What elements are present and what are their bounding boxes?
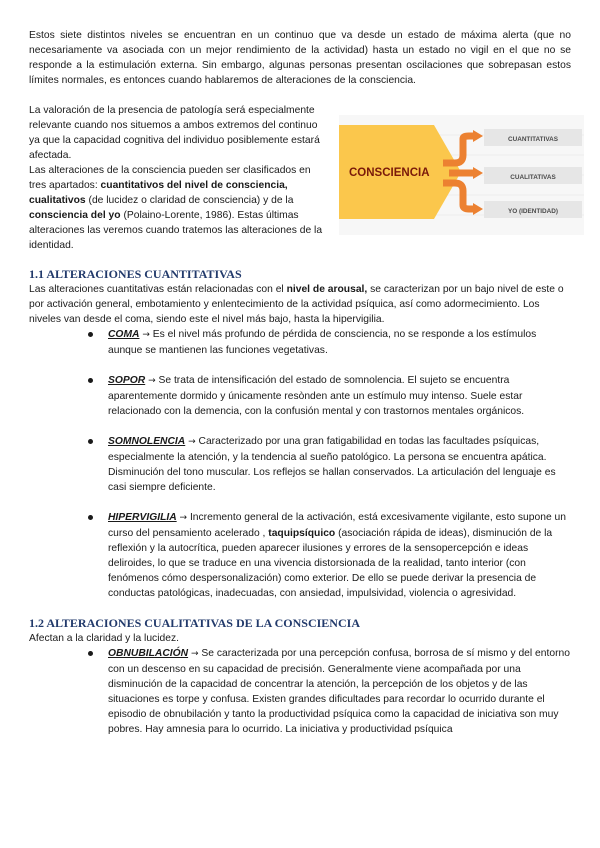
section-intro-cuantitativas: Las alteraciones cuantitativas están relacionadas con el nivel de arousal, se caracterizan por un bajo nivel de este o por activación general, embotamiento y enlentecimiento de la actividad psíquica, así como adormecimiento. Los niveles van desde el coma, siendo este el nivel más bajo, hasta la hipervigilia. [29,284,564,325]
classification-text [29,103,325,253]
consciencia-diagram [339,115,584,235]
right-arrow-icon: → [142,330,150,340]
list-item-obnubilacion: OBNUBILACIÓN → Se caracterizada por una percepción confusa, borrosa de sí mismo y del entorno con un descenso en su capacidad de precisión. Generalmente viene acompañada por una disminución de la capacidad de concentrar la atención, la percepción de los objetos y de las situaciones es torpe y confusa. Existen grandes dificultades para recordar lo ocurrido durante el episodio de obnubilación y tanto la productividad psíquica como la capacidad de iniciativa son muy pobres. Hay amnesia para lo ocurrido. La iniciativa y productividad psíquica [29,646,571,737]
label-identidad: YO (IDENTIDAD) [507,208,559,215]
consciencia-label: CONSCIENCIA [349,167,430,179]
valoracion-paragraph: La valoración de la presencia de patología será especialmente relevante cuando nos situemos a ambos extremos del continuo ya que la capacidad cognitiva del individuo posiblemente estará afectada. [29,105,320,161]
section-title-cualitativas: 1.2 ALTERACIONES CUALITATIVAS DE LA CONSCIENCIA [29,616,360,630]
right-arrow-icon: → [179,513,188,523]
bullet-icon [88,439,93,444]
term-obnubilacion: OBNUBILACIÓN [108,648,189,659]
term-hipervigilia: HIPERVIGILIA [108,512,177,523]
list-item-somnolencia: SOMNOLENCIA → Caracterizado por una gran fatigabilidad en todas las facultades psíquicas, especialmente la atención, y la tendencia al sueño patológico. La persona se encuentra apática. Disminución del tono muscular. Los reflejos se hallan conservados. La articulación del lenguaje es casi siempre deficiente. [29,434,571,495]
bullet-icon [88,515,93,520]
term-somnolencia: SOMNOLENCIA [108,436,186,447]
list-item-sopor: SOPOR → Se trata de intensificación del estado de somnolencia. El sujeto se encuentra aparentemente dormido y únicamente resònden ante un estímulo muy intenso. Suele estar relacionado con la demencia, con la confusión mental y con trastornos mentales orgánicos. [29,373,571,419]
cualitativas-list [29,646,571,737]
bullet-icon [88,651,93,656]
label-cualitativas: CUALITATIVAS [510,174,556,181]
label-cuantitativas: CUANTITATIVAS [507,136,559,143]
section-title-cuantitativas: 1.1 ALTERACIONES CUANTITATIVAS [29,267,242,281]
right-arrow-icon: → [148,376,156,386]
right-arrow-icon: → [188,437,196,447]
term-coma: COMA [108,329,140,340]
cuantitativas-list [29,327,571,601]
clasificacion-paragraph: Las alteraciones de la consciencia pueden ser clasificados en tres apartados: cuantitativos del nivel de consciencia, cualitativos (de lucidez o claridad de consciencia) y de la consciencia del yo (Polaino-Lorente, 1986). Estas últimas alteraciones las veremos cuando tratemos las alteraciones de la identidad. [29,165,323,251]
classification-block [29,103,571,253]
term-sopor: SOPOR [108,375,146,386]
bullet-icon [88,332,93,337]
bullet-icon [88,378,93,383]
document-page [29,28,571,737]
right-arrow-icon: → [190,649,199,659]
list-item-hipervigilia: HIPERVIGILIA → Incremento general de la activación, está excesivamente vigilante, esto supone un curso del pensamiento acelerado , taquipsíquico (asociación rápida de ideas), disminución de la reflexión y la autocrítica, pueden aparecer ilusiones y errores de la sensopercepción e ideas deliroides, lo que se traduce en una vivencia distorsionada de la realidad, tanto interior (con fenómenos cómo despersonalización) como exterior. De ello se puede derivar la presencia de conductas patológicas, inadecuadas, con ansiedad, impulsividad, violencia o agresividad. [29,510,571,601]
list-item-coma: COMA → Es el nivel más profundo de pérdida de consciencia, no se responde a los estímulos aunque se mantienen las funciones vegetativas. [29,327,571,358]
section-intro-cualitativas: Afectan a la claridad y la lucidez. [29,633,179,644]
intro-paragraph: Estos siete distintos niveles se encuentran en un continuo que va desde un estado de máxima alerta (que no necesariamente va asociada con un mejor rendimiento de la actividad) hasta un estado no vigil en el que no se responde a la estimulación externa. Sin embargo, algunas personas presentan oscilaciones que sobrepasan estos límites normales, es entonces cuando hablaremos de alteraciones de la consciencia. [29,30,571,86]
